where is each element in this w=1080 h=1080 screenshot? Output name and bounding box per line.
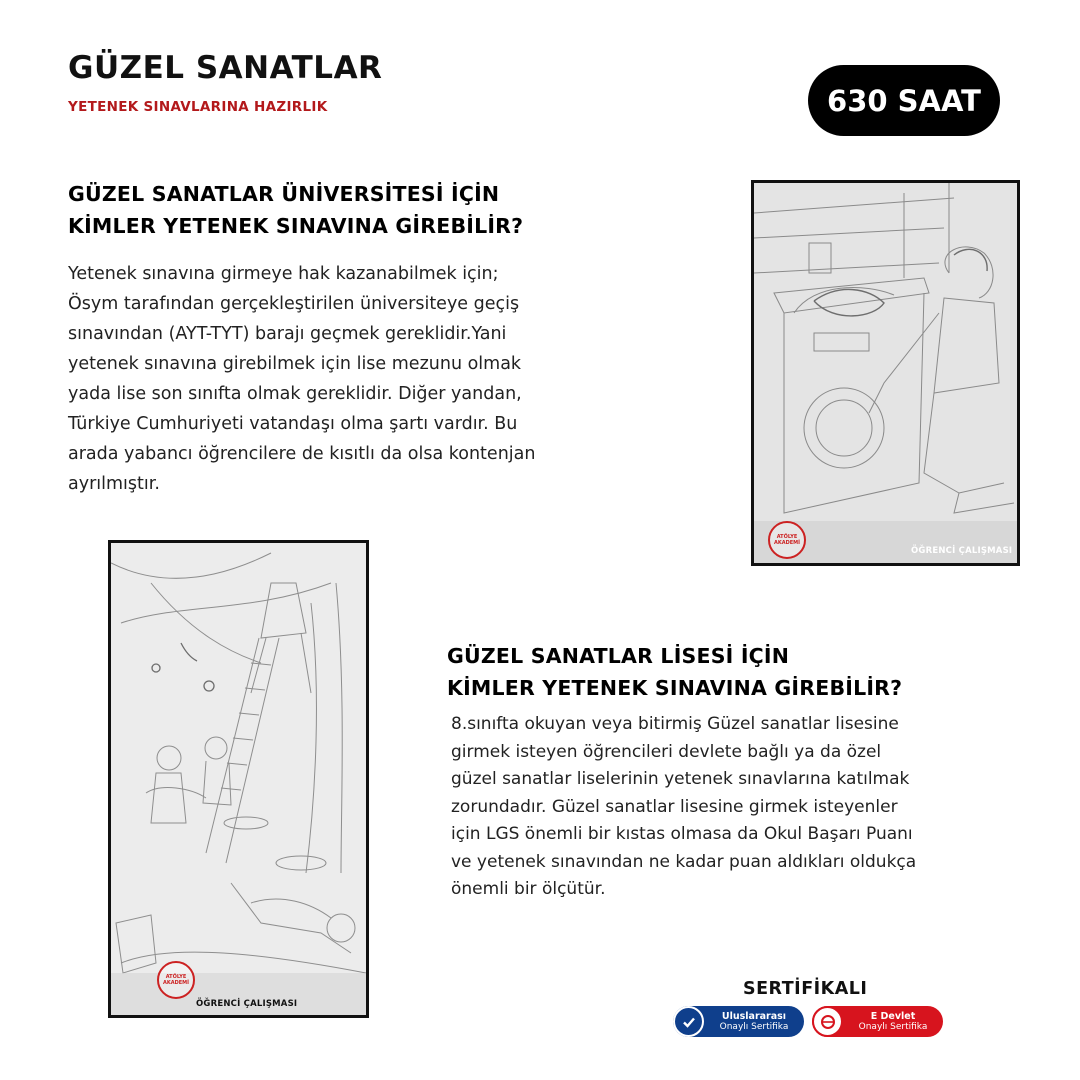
artwork-laundry-drawing bbox=[751, 180, 1020, 566]
paragraph-line: girmek isteyen öğrencileri devlete bağlı ya da özel bbox=[451, 741, 882, 762]
edevlet-logo-icon bbox=[812, 1006, 843, 1037]
international-certificate-badge bbox=[673, 1006, 804, 1037]
edevlet-certificate-badge bbox=[812, 1006, 943, 1037]
paragraph-line: sınavından (AYT-TYT) barajı geçmek gereklidir.Yani bbox=[68, 324, 507, 344]
paragraph-line: güzel sanatlar liselerinin yetenek sınavlarına katılmak bbox=[451, 769, 910, 789]
artwork-ladder-drawing bbox=[108, 540, 369, 1018]
hours-badge: 630 SAAT bbox=[808, 65, 1000, 136]
paragraph-line: yetenek sınavına girebilmek için lise mezunu olmak bbox=[68, 354, 522, 374]
page-title: GÜZEL SANATLAR bbox=[68, 50, 383, 86]
paragraph-line: 8.sınıfta okuyan veya bitirmiş Güzel sanatlar lisesine bbox=[451, 714, 899, 734]
heading-line: KİMLER YETENEK SINAVINA GİREBİLİR? bbox=[447, 676, 903, 700]
certificates-title: SERTİFİKALI bbox=[743, 979, 868, 999]
ladder-sketch-illustration bbox=[111, 543, 366, 1015]
laundry-sketch-illustration bbox=[754, 183, 1017, 563]
heading-line: GÜZEL SANATLAR LİSESİ İÇİN bbox=[447, 644, 790, 668]
paragraph-line: için LGS önemli bir kıstas olmasa da Okul Başarı Puanı bbox=[451, 824, 913, 844]
atelier-stamp-icon: ATÖLYE AKADEMİ bbox=[768, 521, 806, 559]
paragraph-line: arada yabancı öğrencilere de kısıtlı da olsa kontenjan bbox=[68, 444, 536, 464]
badge-line: Onaylı Sertifika bbox=[719, 1021, 789, 1032]
highschool-heading bbox=[447, 640, 902, 704]
paragraph-line: Ösym tarafından gerçekleştirilen üniversiteye geçiş bbox=[68, 294, 520, 314]
badge-line: E Devlet bbox=[870, 1010, 916, 1022]
paragraph-line: ve yetenek sınavından ne kadar puan aldıkları oldukça bbox=[451, 851, 917, 872]
checkmark-icon bbox=[673, 1006, 704, 1037]
badge-line: Onaylı Sertifika bbox=[858, 1021, 928, 1032]
artwork-caption: ÖĞRENCİ ÇALIŞMASI bbox=[196, 999, 298, 1009]
paragraph-line: Türkiye Cumhuriyeti vatandaşı olma şartı vardır. Bu bbox=[68, 414, 518, 434]
paragraph-line: önemli bir ölçütür. bbox=[451, 879, 606, 899]
paragraph-line: ayrılmıştır. bbox=[68, 474, 160, 494]
artwork-caption: ÖĞRENCİ ÇALIŞMASI bbox=[911, 546, 1013, 556]
paragraph-line: zorundadır. Güzel sanatlar lisesine girmek isteyenler bbox=[451, 796, 898, 817]
university-heading bbox=[68, 178, 523, 242]
atelier-stamp-icon: ATÖLYE AKADEMİ bbox=[157, 961, 195, 999]
paragraph-line: yada lise son sınıfta olmak gereklidir. Diğer yandan, bbox=[68, 384, 522, 404]
edevlet-certificate-text bbox=[843, 1011, 943, 1033]
page-subtitle: YETENEK SINAVLARINA HAZIRLIK bbox=[68, 99, 328, 115]
highschool-paragraph bbox=[451, 711, 916, 904]
badge-line: Uluslararası bbox=[721, 1010, 787, 1022]
international-certificate-text bbox=[704, 1011, 804, 1033]
university-paragraph bbox=[68, 259, 535, 499]
paragraph-line: Yetenek sınavına girmeye hak kazanabilmek için; bbox=[68, 264, 499, 284]
heading-line: KİMLER YETENEK SINAVINA GİREBİLİR? bbox=[68, 214, 524, 238]
heading-line: GÜZEL SANATLAR ÜNİVERSİTESİ İÇİN bbox=[68, 182, 500, 206]
